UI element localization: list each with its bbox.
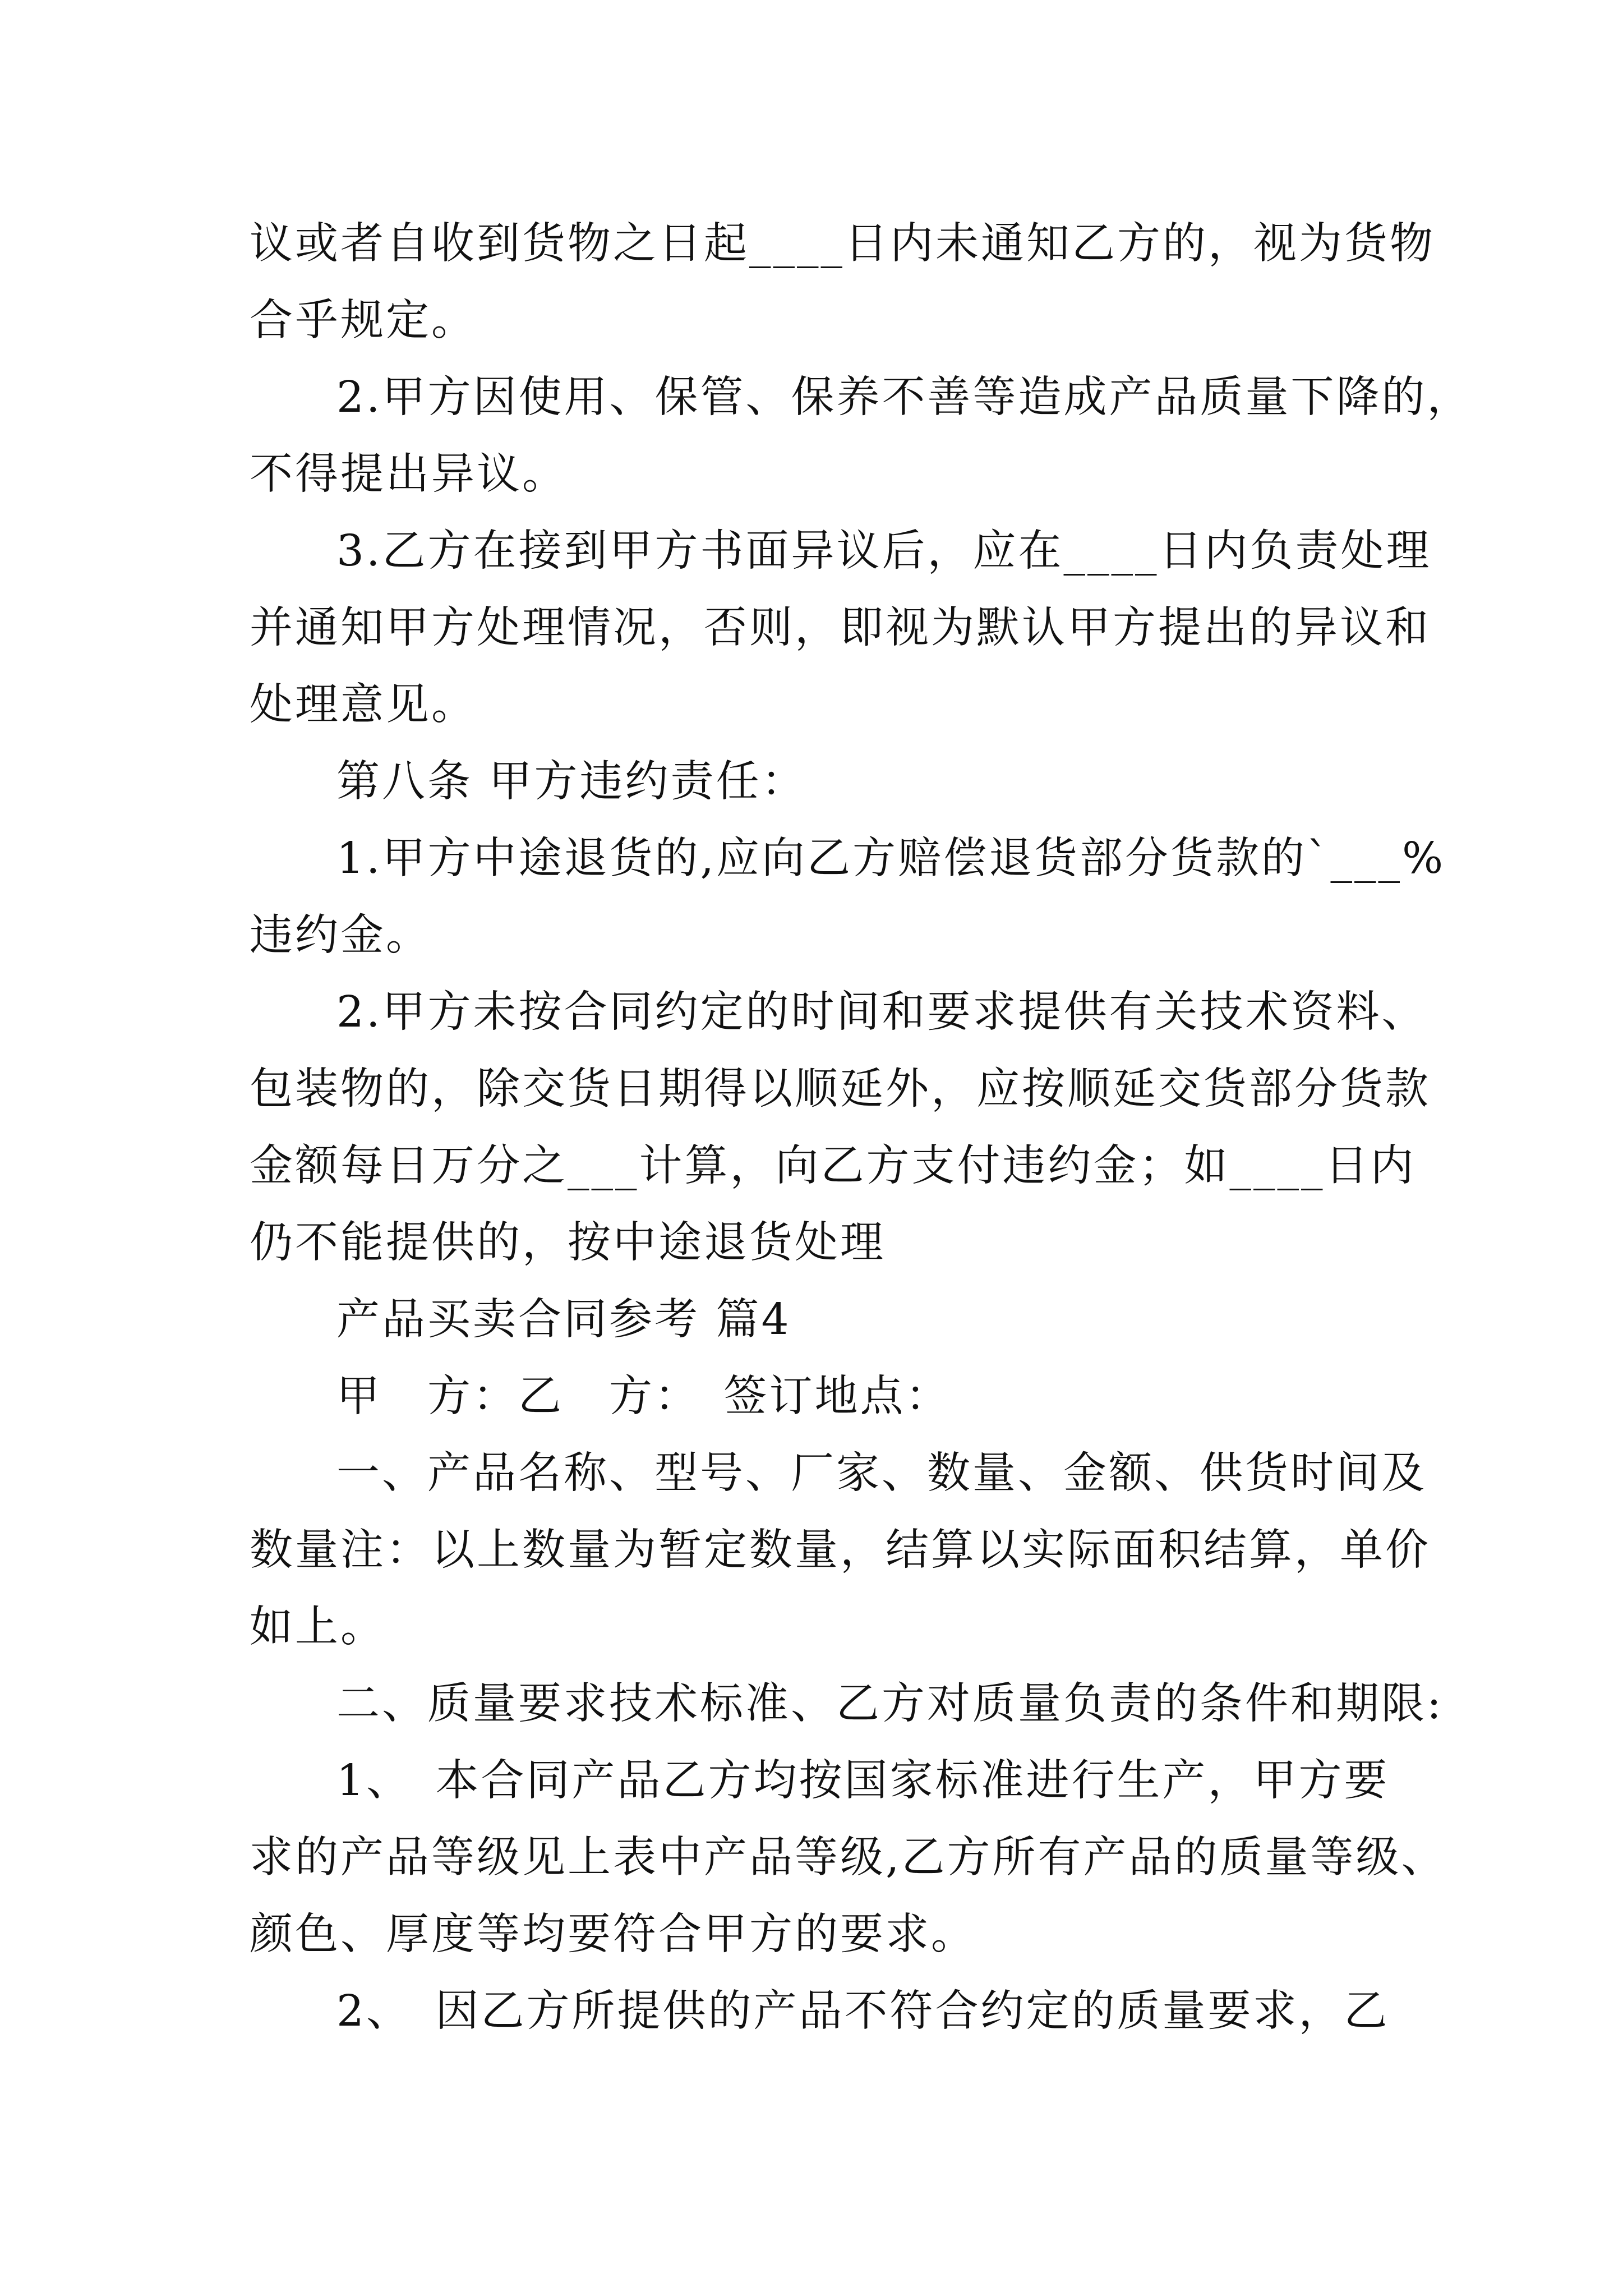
text-line: 颜色、厚度等均要符合甲方的要求。 <box>250 1910 976 1959</box>
section-title: 产品买卖合同参考 篇4 <box>336 1295 791 1345</box>
text-line: 3.乙方在接到甲方书面异议后，应在____日内负责处理 <box>336 526 1432 576</box>
text-line: 不得提出异议。 <box>250 449 568 499</box>
text-line: 二、质量要求技术标准、乙方对质量负责的条件和期限: <box>336 1679 1444 1729</box>
text-line: 2.甲方未按合同约定的时间和要求提供有关技术资料、 <box>336 987 1427 1037</box>
text-line: 如上。 <box>250 1602 386 1652</box>
text-line: 合乎规定。 <box>250 296 477 346</box>
section-heading: 第八条 甲方违约责任： <box>336 757 807 807</box>
text-line: 包装物的，除交货日期得以顺延外，应按顺延交货部分货款 <box>250 1064 1431 1114</box>
text-line: 一、产品名称、型号、厂家、数量、金额、供货时间及 <box>336 1448 1427 1498</box>
text-line: 1、 本合同产品乙方均按国家标准进行生产，甲方要 <box>336 1756 1390 1806</box>
text-line: 2.甲方因使用、保管、保养不善等造成产品质量下降的， <box>336 372 1473 422</box>
text-line: 1.甲方中途退货的,应向乙方赔偿退货部分货款的`___% <box>336 834 1446 884</box>
text-line: 仍不能提供的，按中途退货处理 <box>250 1218 886 1268</box>
text-line: 违约金。 <box>250 910 431 960</box>
parties-line: 甲 方：乙 方： 签订地点： <box>336 1372 951 1421</box>
text-line: 数量注：以上数量为暂定数量，结算以实际面积结算，单价 <box>250 1525 1431 1575</box>
text-line: 议或者自收到货物之日起____日内未通知乙方的，视为货物 <box>250 219 1435 269</box>
text-line: 并通知甲方处理情况，否则，即视为默认甲方提出的异议和 <box>250 603 1431 653</box>
text-line: 处理意见。 <box>250 680 477 730</box>
text-line: 求的产品等级见上表中产品等级,乙方所有产品的质量等级、 <box>250 1833 1447 1883</box>
text-line: 2、 因乙方所提供的产品不符合约定的质量要求，乙 <box>336 1986 1390 2036</box>
text-line: 金额每日万分之___计算，向乙方支付违约金；如____日内 <box>250 1141 1416 1191</box>
